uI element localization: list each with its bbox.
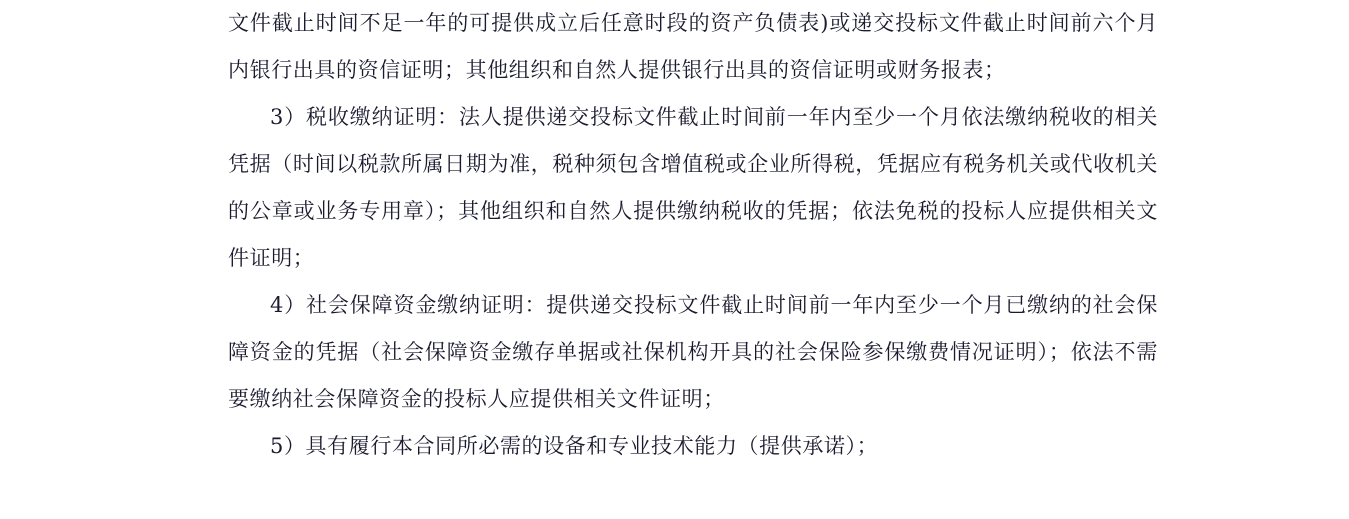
paragraph-item-4-social-security: 4）社会保障资金缴纳证明：提供递交投标文件截止时间前一年内至少一个月已缴纳的社会保障资金的凭据（社会保障资金缴存单据或社保机构开具的社会保险参保缴费情况证明）；依法不需要缴纳社会保障资金的投标人应提供相关文件证明；: [228, 293, 1158, 411]
paragraph-item-3-tax: 3）税收缴纳证明：法人提供递交投标文件截止时间前一年内至少一个月依法缴纳税收的相关凭据（时间以税款所属日期为准，税种须包含增值税或企业所得税，凭据应有税务机关或代收机关的公章或业务专用章）；其他组织和自然人提供缴纳税收的凭据；依法免税的投标人应提供相关文件证明；: [228, 105, 1158, 270]
paragraph-item-5-capability: 5）具有履行本合同所必需的设备和专业技术能力（提供承诺）；: [270, 434, 879, 458]
paragraph-continued-credit: 文件截止时间不足一年的可提供成立后任意时段的资产负债表)或递交投标文件截止时间前六个月内银行出具的资信证明；其他组织和自然人提供银行出具的资信证明或财务报表；: [228, 11, 1158, 82]
document-text-body: [228, 0, 1158, 470]
